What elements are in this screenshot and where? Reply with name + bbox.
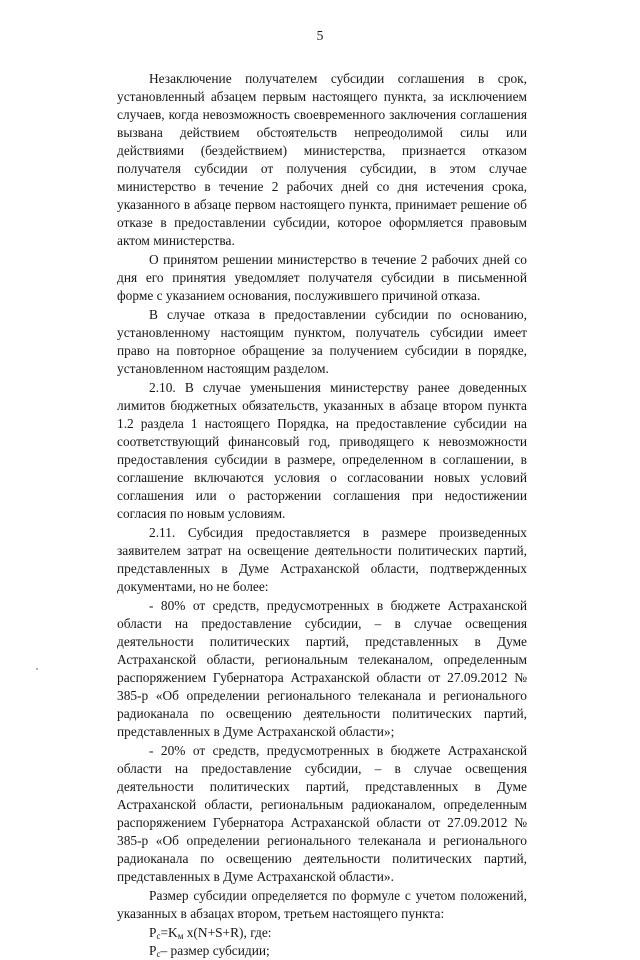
formula-line (117, 924, 527, 942)
definition-symbol: P (149, 943, 157, 958)
formula-p-sub: c (156, 931, 161, 941)
formula-k-sub: м (177, 931, 184, 941)
paragraph-formula-intro: Размер субсидии определяется по формуле с учетом положений, указанных в абзацах втором, третьем настоящего пункта: (117, 888, 527, 921)
formula-eq: =K (160, 925, 178, 940)
paragraph-20-percent: - 20% от средств, предусмотренных в бюджете Астраханской области на предоставление субсидии, – в случае освещения деятельности политических партий, представленных в Думе Астраханской области, региональным радиоканалом, определенным распоряжением Губернатора Астраханской области от 27.09.2012 № 385-р «Об определении регионального телеканала и регионального радиоканала по освещению деятельности политических партий, представленных в Думе Астраханской области». (117, 743, 527, 884)
document-body (117, 70, 527, 960)
paragraph-2-10: 2.10. В случае уменьшения министерству ранее доведенных лимитов бюджетных обязательств, указанных в абзаце втором пункта 1.2 раздела 1 настоящего Порядка, на предоставление субсидии на соответствующий финансовый год, приводящего к невозможности предоставления субсидии в размере, определенном в соглашении, в соглашение включаются условия о согласовании новых условий соглашения или о расторжении соглашения при недостижении согласия по новым условиям. (117, 380, 527, 521)
definition-text: – размер субсидии; (160, 943, 270, 958)
definition-line (117, 942, 527, 960)
paragraph-repeat-application: В случае отказа в предоставлении субсидии по основанию, установленному настоящим пунктом, получатель субсидии имеет право на повторное обращение за получением субсидии в порядке, установленном настоящим разделом. (117, 307, 527, 376)
paragraph-refusal-conclusion: Незаключение получателем субсидии соглашения в срок, установленный абзацем первым настоящего пункта, за исключением случаев, когда невозможность своевременного заключения соглашения вызвана действием обстоятельств непреодолимой силы или действиями (бездействием) министерства, признается отказом получателя субсидии от получения субсидии, в этом случае министерство в течение 2 рабочих дней со дня истечения срока, указанного в абзаце первом настоящего пункта, принимает решение об отказе в предоставлении субсидии, которое оформляется правовым актом министерства. (117, 71, 527, 248)
paragraph-80-percent: - 80% от средств, предусмотренных в бюджете Астраханской области на предоставление субсидии, – в случае освещения деятельности политических партий, представленных в Думе Астраханской области, региональным телеканалом, определенным распоряжением Губернатора Астраханской области от 27.09.2012 № 385-р «Об определении регионального телеканала и регионального радиоканала по освещению деятельности политических партий, представленных в Думе Астраханской области»; (117, 598, 527, 739)
page-number: 5 (316, 28, 324, 43)
formula-p: P (149, 925, 157, 940)
formula-rest: x(N+S+R), где: (183, 925, 272, 940)
paragraph-2-11: 2.11. Субсидия предоставляется в размере произведенных заявителем затрат на освещение деятельности политических партий, представленных в Думе Астраханской области, подтвержденных документами, но не более: (117, 525, 527, 594)
scan-speck (36, 668, 38, 670)
definition-sub: c (156, 949, 161, 959)
paragraph-notification: О принятом решении министерство в течение 2 рабочих дней со дня его принятия уведомляет получателя субсидии в письменной форме с указанием основания, послужившего причиной отказа. (117, 252, 527, 303)
